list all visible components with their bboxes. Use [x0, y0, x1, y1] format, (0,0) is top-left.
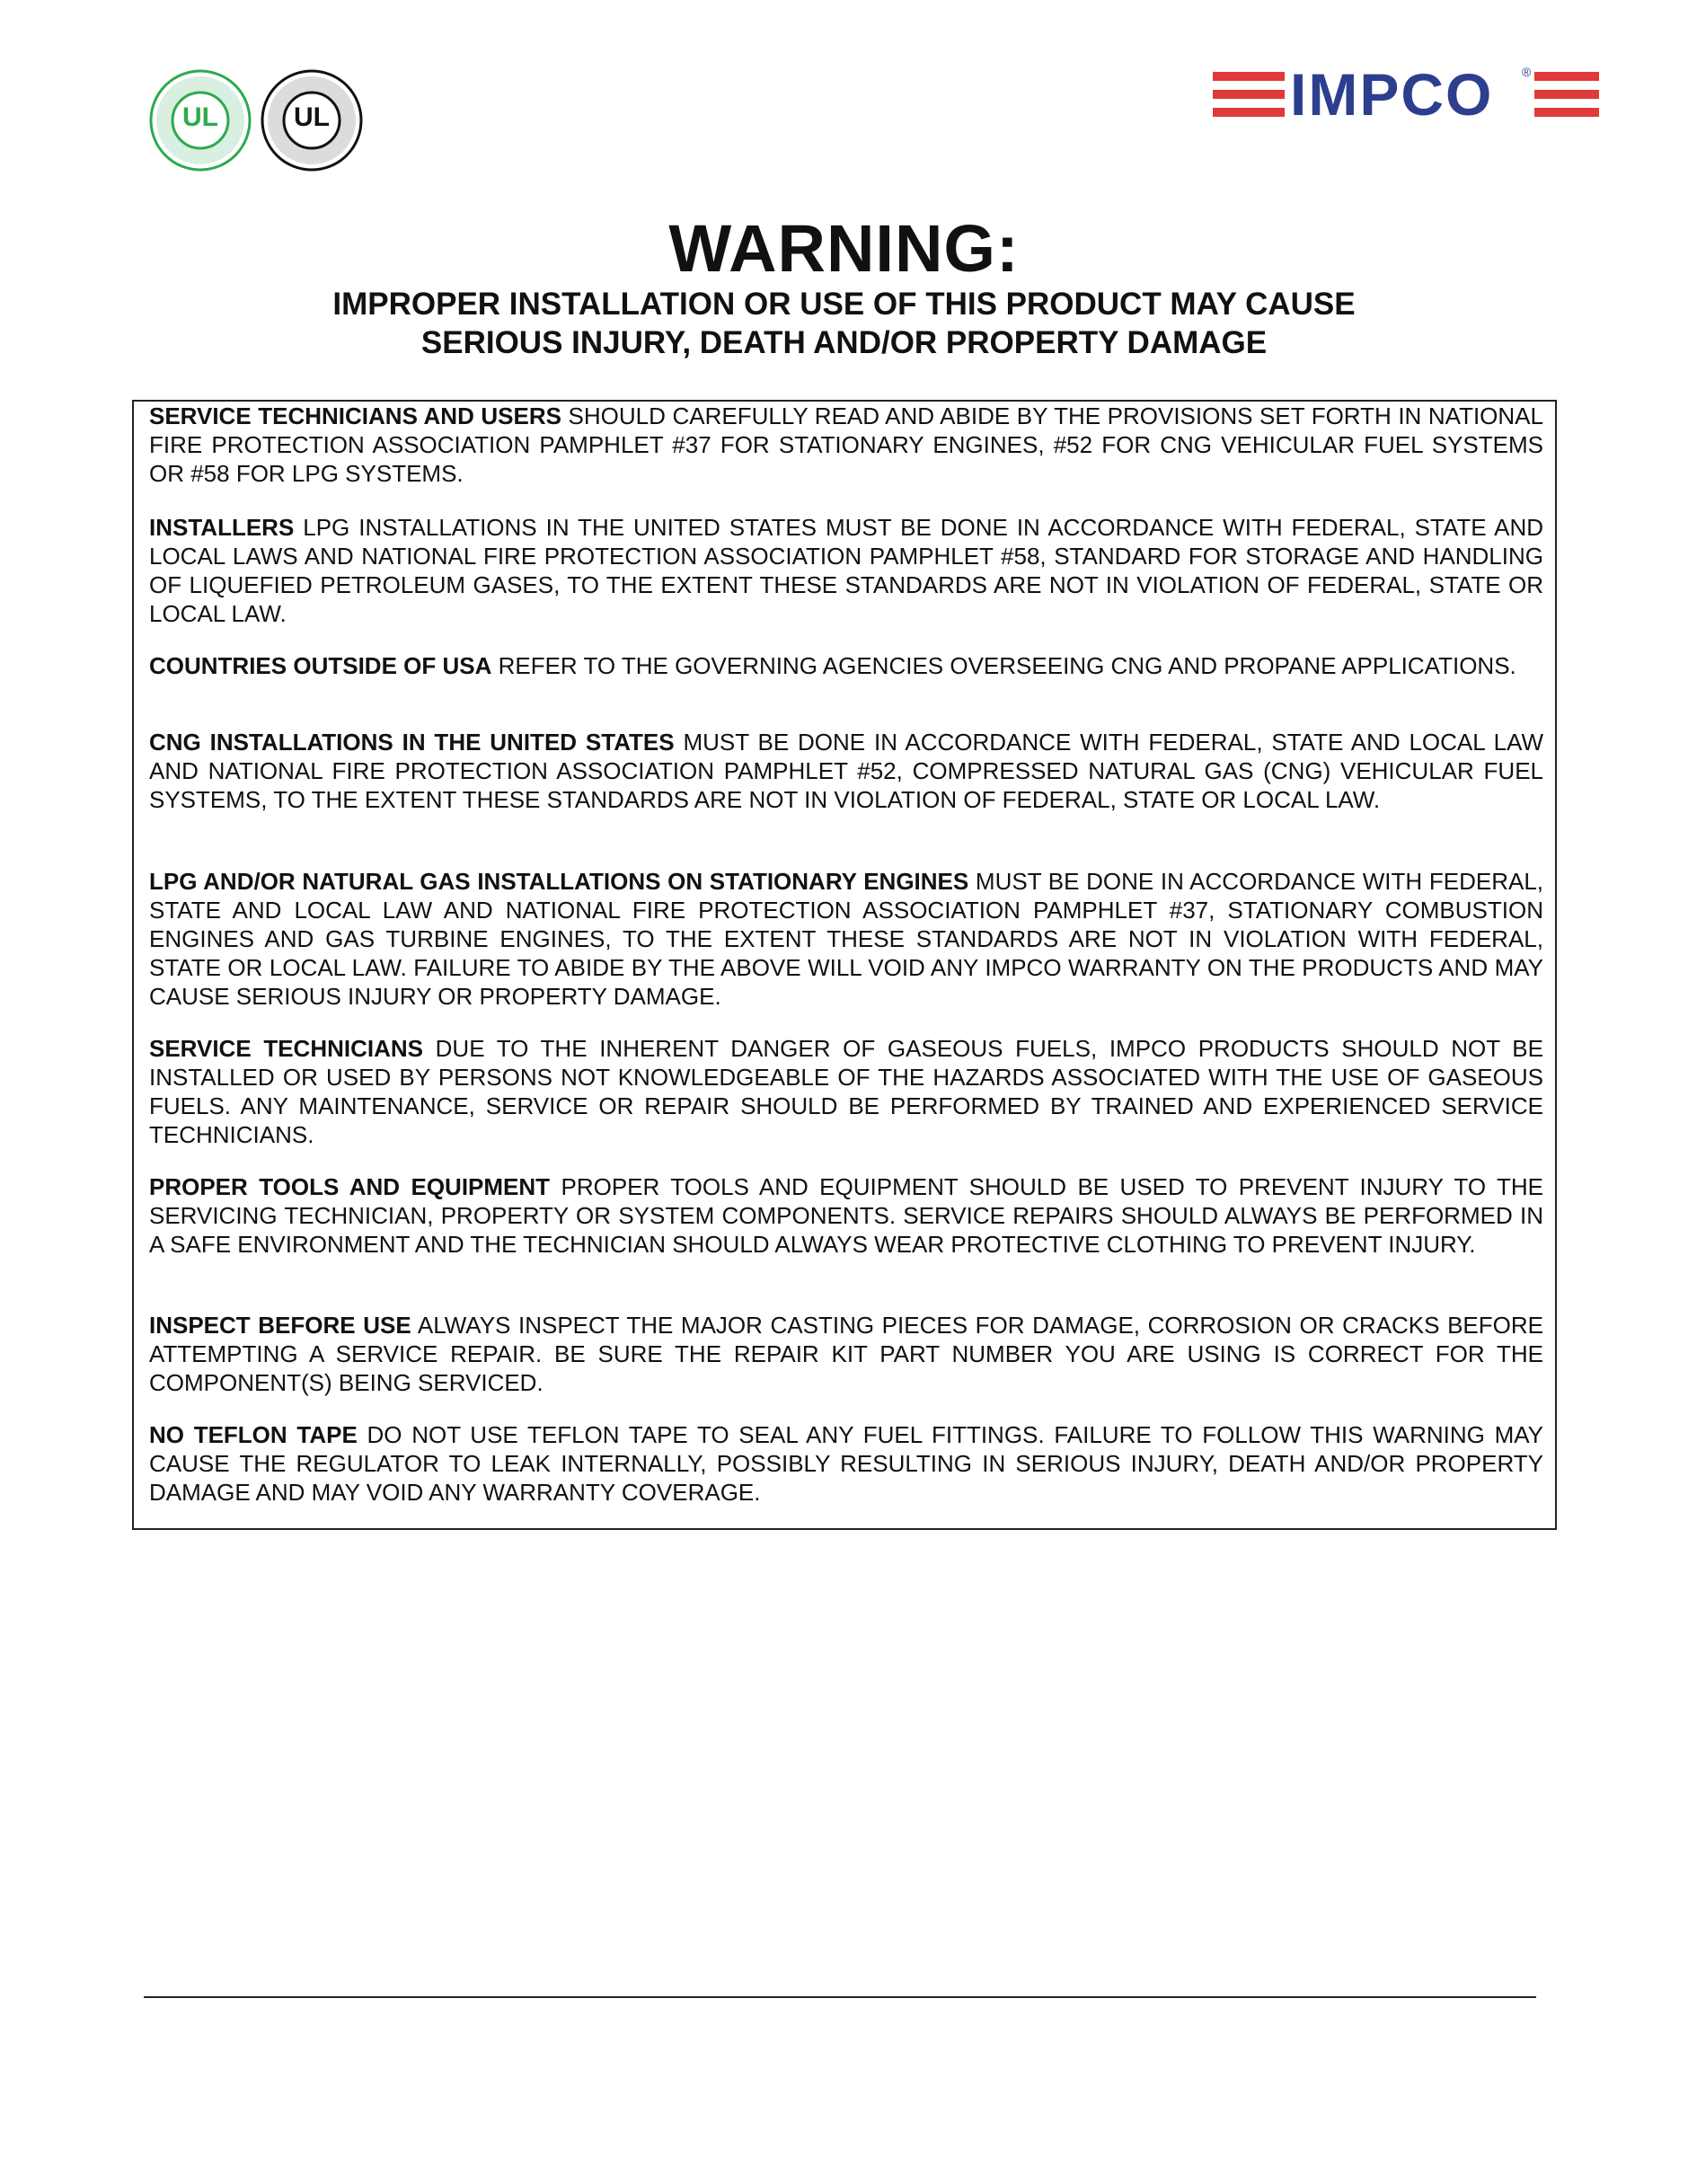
section-countries-outside-usa [149, 651, 1543, 680]
section-lead: SERVICE TECHNICIANS [149, 1035, 423, 1062]
section-cng-installations [149, 728, 1543, 814]
logo-wordmark: IMPCO [1290, 61, 1494, 128]
section-no-teflon-tape [149, 1420, 1543, 1507]
section-body: DUE TO THE INHERENT DANGER OF GASEOUS FUELS, IMPCO PRODUCTS SHOULD NOT BE INSTALLED OR USED BY PERSONS NOT KNOWLEDGEABLE OF THE HAZARDS ASSOCIATED WITH THE USE OF GASEOUS FUELS. ANY MAINTENANCE, SERVICE OR REPAIR SHOULD BE PERFORMED BY TRAINED AND EXPERIENCED SERVICE TECHNICIANS. [149, 1035, 1543, 1148]
section-body: MUST BE DONE IN ACCORDANCE WITH FEDERAL, STATE AND LOCAL LAW AND NATIONAL FIRE PROTECTION ASSOCIATION PAMPHLET #52, COMPRESSED NATURAL GAS (CNG) VEHICULAR FUEL SYSTEMS, TO THE EXTENT THESE STANDARDS ARE NOT IN VIOLATION OF FEDERAL, STATE OR LOCAL LAW. [149, 729, 1543, 813]
section-lpg-natural-gas-stationary [149, 867, 1543, 1011]
ul-mark-green: UL [182, 102, 218, 132]
section-inspect-before-use [149, 1311, 1543, 1397]
logo-bars-left [1213, 72, 1285, 117]
ul-registered-firm-seal-green [148, 68, 252, 172]
section-lead: INSTALLERS [149, 514, 295, 541]
section-lead: PROPER TOOLS AND EQUIPMENT [149, 1173, 551, 1200]
section-body: ALWAYS INSPECT THE MAJOR CASTING PIECES FOR DAMAGE, CORROSION OR CRACKS BEFORE ATTEMPTING A SERVICE REPAIR. BE SURE THE REPAIR KIT PART NUMBER YOU ARE USING IS CORRECT FOR THE COMPONENT(S) BEING SERVICED. [149, 1312, 1543, 1396]
section-lead: SERVICE TECHNICIANS AND USERS [149, 402, 561, 429]
section-lead: LPG AND/OR NATURAL GAS INSTALLATIONS ON STATIONARY ENGINES [149, 868, 969, 895]
ul-registered-firm-seal-black [260, 68, 364, 172]
logo-bars-right [1534, 72, 1599, 117]
warning-subtitle-line-1: IMPROPER INSTALLATION OR USE OF THIS PRODUCT MAY CAUSE [332, 287, 1356, 322]
section-lead: NO TEFLON TAPE [149, 1421, 358, 1448]
section-lead: INSPECT BEFORE USE [149, 1312, 411, 1339]
warning-box [132, 400, 1557, 1530]
section-body: LPG INSTALLATIONS IN THE UNITED STATES MUST BE DONE IN ACCORDANCE WITH FEDERAL, STATE AND LOCAL LAWS AND NATIONAL FIRE PROTECTION ASSOCIATION PAMPHLET #58, STANDARD FOR STORAGE AND HANDLING OF LIQUEFIED PETROLEUM GASES, TO THE EXTENT THESE STANDARDS ARE NOT IN VIOLATION OF FEDERAL, STATE OR LOCAL LAW. [149, 514, 1543, 627]
ul-mark-black: UL [294, 102, 330, 132]
certification-logos [148, 68, 364, 176]
section-body: SHOULD CAREFULLY READ AND ABIDE BY THE PROVISIONS SET FORTH IN NATIONAL FIRE PROTECTION ASSOCIATION PAMPHLET #37 FOR STATIONARY ENGINES, #52 FOR CNG VEHICULAR FUEL SYSTEMS OR #58 FOR LPG SYSTEMS. [149, 402, 1543, 487]
section-service-technicians [149, 1034, 1543, 1149]
warning-subtitle-line-2: SERIOUS INJURY, DEATH AND/OR PROPERTY DAMAGE [420, 325, 1268, 360]
section-body: MUST BE DONE IN ACCORDANCE WITH FEDERAL, STATE AND LOCAL LAW AND NATIONAL FIRE PROTECTION ASSOCIATION PAMPHLET #37, STATIONARY COMBUSTION ENGINES AND GAS TURBINE ENGINES, TO THE EXTENT THESE STANDARDS ARE NOT IN VIOLATION WITH FEDERAL, STATE OR LOCAL LAW. FAILURE TO ABIDE BY THE ABOVE WILL VOID ANY IMPCO WARRANTY ON THE PRODUCTS AND MAY CAUSE SERIOUS INJURY OR PROPERTY DAMAGE. [149, 868, 1543, 1010]
section-service-technicians-and-users [149, 402, 1543, 488]
section-installers [149, 513, 1543, 628]
section-lead: COUNTRIES OUTSIDE OF USA [149, 652, 492, 679]
section-proper-tools-and-equipment [149, 1172, 1543, 1259]
footer-divider [144, 1996, 1536, 1998]
section-body: DO NOT USE TEFLON TAPE TO SEAL ANY FUEL FITTINGS. FAILURE TO FOLLOW THIS WARNING MAY CAUSE THE REGULATOR TO LEAK INTERNALLY, POSSIBLY RESULTING IN SERIOUS INJURY, DEATH AND/OR PROPERTY DAMAGE AND MAY VOID ANY WARRANTY COVERAGE. [149, 1421, 1543, 1506]
section-body: REFER TO THE GOVERNING AGENCIES OVERSEEING CNG AND PROPANE APPLICATIONS. [491, 652, 1516, 679]
warning-title: WARNING: [668, 211, 1020, 286]
impco-logo [1213, 61, 1599, 128]
registered-mark: ® [1522, 65, 1532, 79]
section-lead: CNG INSTALLATIONS IN THE UNITED STATES [149, 729, 675, 756]
section-body: PROPER TOOLS AND EQUIPMENT SHOULD BE USED TO PREVENT INJURY TO THE SERVICING TECHNICIAN, PROPERTY OR SYSTEM COMPONENTS. SERVICE REPAIRS SHOULD ALWAYS BE PERFORMED IN A SAFE ENVIRONMENT AND THE TECHNICIAN SHOULD ALWAYS WEAR PROTECTIVE CLOTHING TO PREVENT INJURY. [149, 1173, 1543, 1258]
